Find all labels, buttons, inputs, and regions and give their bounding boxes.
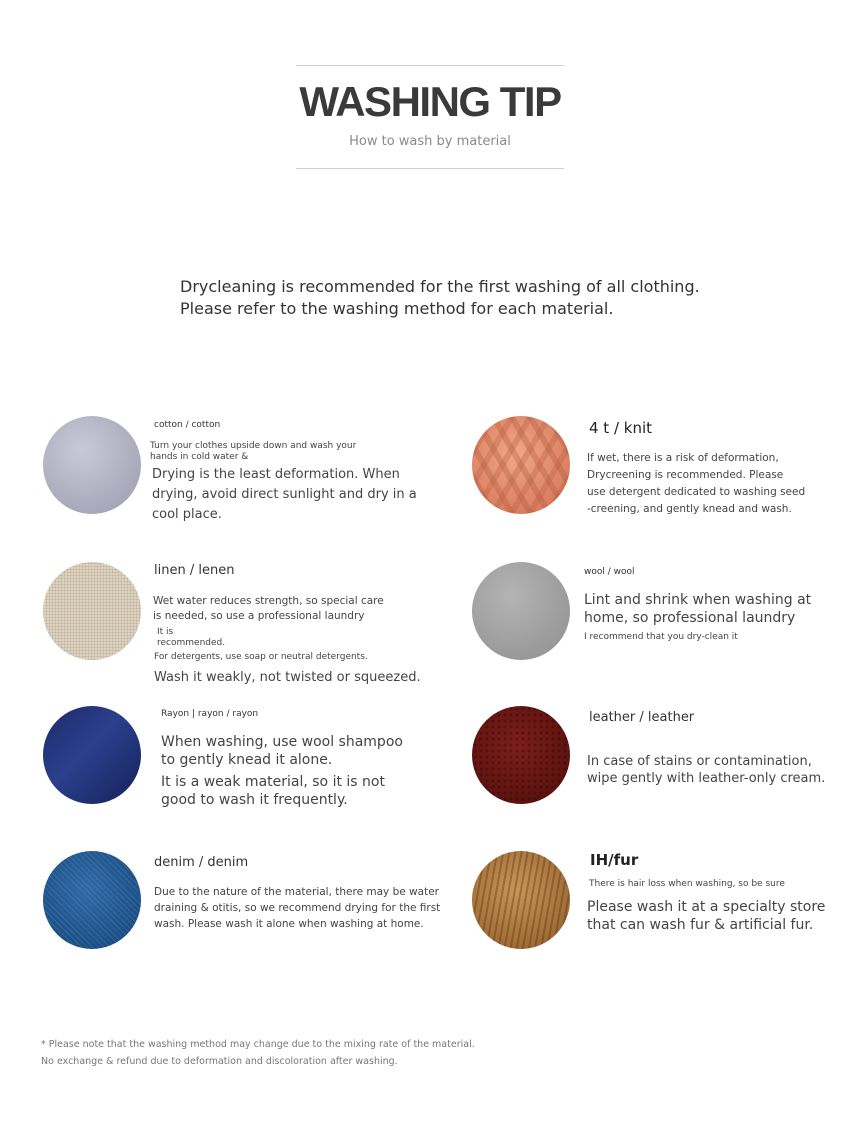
fur-text-1: Please wash it at a specialty store <box>587 899 826 915</box>
knit-text-3: use detergent dedicated to washing seed <box>587 486 806 498</box>
cotton-note-1: Turn your clothes upside down and wash your <box>150 441 357 451</box>
linen-text-2: is needed, so use a professional laundry <box>153 610 365 622</box>
rayon-swatch <box>43 706 141 804</box>
footer-note-2: No exchange & refund due to deformation and discoloration after washing. <box>41 1056 398 1067</box>
knit-text-2: Drycreening is recommended. Please <box>587 469 784 481</box>
wool-label: wool / wool <box>584 567 635 577</box>
cotton-label: cotton / cotton <box>154 420 221 430</box>
cotton-note-2: hands in cold water & <box>150 452 249 462</box>
rayon-label: Rayon | rayon / rayon <box>161 709 259 719</box>
cotton-swatch <box>43 416 141 514</box>
intro-text <box>180 276 700 320</box>
page-subtitle: How to wash by material <box>349 134 511 149</box>
fur-text-2: that can wash fur & artificial fur. <box>587 917 814 933</box>
wool-text-2: home, so professional laundry <box>584 610 796 626</box>
denim-text-3: wash. Please wash it alone when washing at home. <box>154 918 424 930</box>
leather-label: leather / leather <box>589 710 695 725</box>
knit-label: 4 t / knit <box>589 419 653 437</box>
denim-label: denim / denim <box>154 855 249 870</box>
linen-text-3: Wash it weakly, not twisted or squeezed. <box>154 670 421 685</box>
denim-text-2: draining & otitis, so we recommend drying for the first <box>154 902 441 914</box>
rayon-text-3: It is a weak material, so it is not <box>161 774 385 790</box>
linen-note-3: For detergents, use soap or neutral detergents. <box>154 652 368 662</box>
wool-swatch <box>472 562 570 660</box>
rayon-text-1: When washing, use wool shampoo <box>161 734 403 750</box>
page-title: WASHING TIP <box>299 78 561 125</box>
linen-text-1: Wet water reduces strength, so special care <box>153 595 384 607</box>
linen-note-1: It is <box>157 627 174 637</box>
wool-text-1: Lint and shrink when washing at <box>584 592 812 608</box>
cotton-text-3: cool place. <box>152 507 222 522</box>
header-bottom-rule <box>296 168 564 169</box>
intro-line-1: Drycleaning is recommended for the first washing of all clothing. <box>180 277 700 296</box>
linen-note-2: recommended. <box>157 638 226 648</box>
linen-label: linen / lenen <box>154 563 235 578</box>
footer-note-1: * Please note that the washing method may change due to the mixing rate of the material. <box>41 1039 475 1050</box>
denim-swatch <box>43 851 141 949</box>
knit-text-4: -creening, and gently knead and wash. <box>587 503 792 515</box>
leather-text-1: In case of stains or contamination, <box>587 754 812 769</box>
rayon-text-2: to gently knead it alone. <box>161 752 333 768</box>
fur-label: IH/fur <box>590 851 639 869</box>
wool-note-1: I recommend that you dry-clean it <box>584 632 738 642</box>
cotton-text-1: Drying is the least deformation. When <box>152 467 400 482</box>
cotton-text-2: drying, avoid direct sunlight and dry in a <box>152 487 417 502</box>
rayon-text-4: good to wash it frequently. <box>161 792 348 808</box>
header-top-rule <box>296 65 564 66</box>
fur-swatch <box>472 851 570 949</box>
linen-swatch <box>43 562 141 660</box>
knit-swatch <box>472 416 570 514</box>
denim-text-1: Due to the nature of the material, there may be water <box>154 886 439 898</box>
knit-text-1: If wet, there is a risk of deformation, <box>587 452 779 464</box>
page-header <box>296 64 564 170</box>
leather-swatch <box>472 706 570 804</box>
intro-line-2: Please refer to the washing method for each material. <box>180 299 614 318</box>
fur-note-1: There is hair loss when washing, so be sure <box>589 879 785 889</box>
leather-text-2: wipe gently with leather-only cream. <box>587 771 826 786</box>
